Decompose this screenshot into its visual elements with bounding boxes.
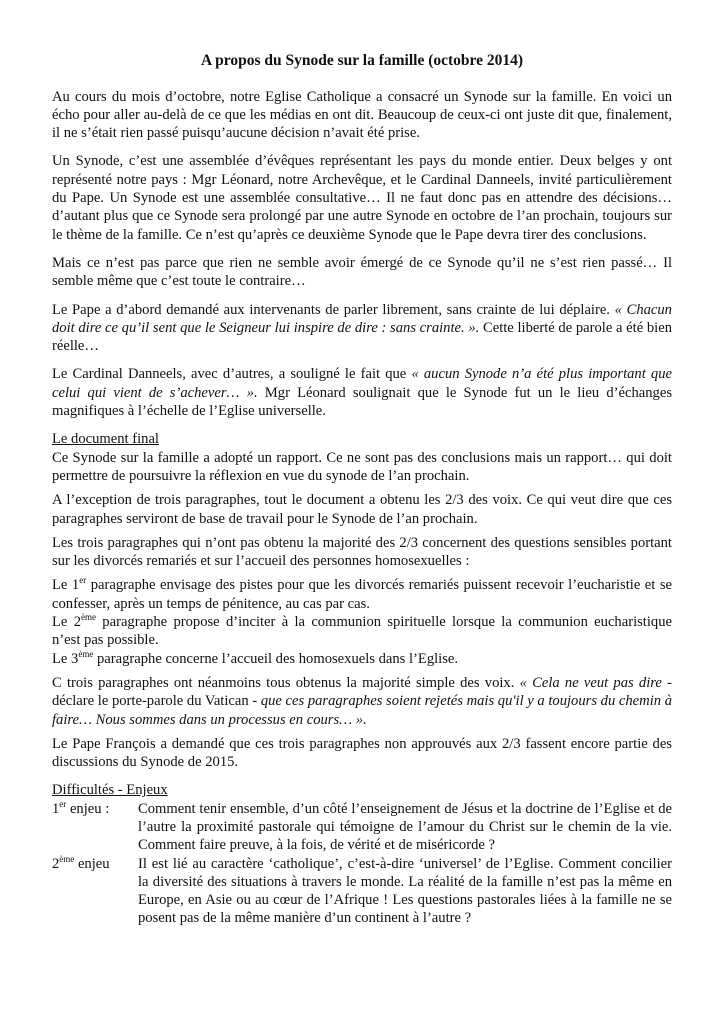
quote: que ces paragraphes soient rejetés mais qu'il y a toujours du chemin à faire… Nous sommes dans un processus en cours… ». — [52, 693, 672, 728]
paragraph-rapport: Ce Synode sur la famille a adopté un rapport. Ce ne sont pas des conclusions mais un rapport… qui doit permettre de poursuivre la réflexion en vue du synode de l’an prochain. — [52, 449, 672, 484]
paragraph-intro: Au cours du mois d’octobre, notre Eglise Catholique a consacré un Synode sur la famille. En voici un écho pour aller au-delà de ce que les médias en ont dit. Beaucoup de ceux-ci ont juste dit que, finalement, il ne s’était rien passé puisqu’aucune décision n’avait été prise. — [52, 88, 672, 142]
paragraph-pope-francois: Le Pape François a demandé que ces trois paragraphes non approuvés aux 2/3 fassent encore partie des discussions du Synode de 2015. — [52, 735, 672, 771]
ordinal-sup: ème — [78, 648, 94, 659]
quote: « aucun Synode n’a été plus important que celui qui vient de s’achever… ». — [52, 366, 673, 401]
text-span: 2 — [52, 855, 60, 872]
paragraph-not-nothing: Mais ce n’est pas parce que rien ne semble avoir émergé de ce Synode qu’il ne s’est rien passé… Il semble même que c’est toute le contraire… — [52, 254, 672, 290]
enjeu-item-2 — [52, 855, 672, 928]
paragraph-pope-freedom — [52, 301, 672, 356]
ordinal-sup: ème — [81, 612, 96, 623]
text-span: Le 2 — [52, 614, 81, 631]
enjeu-label — [52, 855, 138, 928]
text-span: enjeu : — [66, 800, 110, 817]
paragraph-danneels — [52, 365, 672, 420]
text-span: paragraphe envisage des pistes pour que les divorcés remariés puissent recevoir l’eucharistie et se confesser, après un temps de pénitence, au cas par cas. — [52, 577, 672, 612]
text-span: paragraphe propose d’inciter à la communion spirituelle lorsque la communion eucharistique n’est pas possible. — [52, 614, 672, 649]
paragraph-synode-definition: Un Synode, c’est une assemblée d’évêques représentant les pays du monde entier. Deux belges y ont représenté notre pays : Mgr Léonard, notre Archevêque, et le Cardinal Danneels, invité particulièrement du Pape. Un Synode est une assemblée consultative… Il ne faut donc pas en attendre des décisions… d’autant plus que ce Synode sera prolongé par une autre Synode en octobre de l’an prochain, toujours sur le thème de la famille. Ce n’est qu’après ce deuxième Synode que le Pape devra tirer des conclusions. — [52, 153, 672, 243]
paragraph-vatican-quote — [52, 674, 672, 729]
enjeu-text: Comment tenir ensemble, d’un côté l’enseignement de Jésus et la doctrine de l’Eglise et de l’autre la proximité pastorale qui témoigne de l’amour du Christ sur le chemin de la vie. Comment faire preuve, à la fois, de vérité et de miséricorde ? — [138, 800, 672, 854]
text-span: Mgr Léonard soulignait que le Synode fut un le lieu d’échanges magnifiques à l’échelle de l’Eglise universelle. — [52, 384, 672, 420]
text-span: enjeu — [74, 855, 110, 872]
document-page — [52, 52, 672, 928]
list-item-first-paragraph — [52, 576, 672, 613]
text-span: 1 — [52, 800, 60, 817]
text-span: C trois paragraphes ont néanmoins tous obtenus la majorité simple des voix. — [52, 674, 520, 691]
document-title: A propos du Synode sur la famille (octobre 2014) — [200, 52, 524, 69]
text-span: Le Cardinal Danneels, avec d’autres, a souligné le fait que — [52, 366, 412, 383]
section-heading-difficultes: Difficultés - Enjeux — [52, 782, 168, 799]
paragraph-three-paragraphs: Les trois paragraphes qui n’ont pas obtenu la majorité des 2/3 concernent des questions sensibles portant sur les divorcés remariés et sur l’accueil des personnes homosexuelles : — [52, 534, 672, 570]
text-span: Le Pape a d’abord demandé aux intervenants de parler librement, sans crainte de lui déplaire. — [52, 301, 615, 318]
paragraph-two-thirds: A l’exception de trois paragraphes, tout le document a obtenu les 2/3 des voix. Ce qui veut dire que ces paragraphes serviront de base de travail pour le Synode de l’an prochain. — [52, 492, 672, 527]
ordinal-sup: er — [79, 575, 87, 586]
text-span: Cette liberté de parole a été bien réelle… — [52, 319, 672, 355]
text-span: Le 3 — [52, 650, 79, 667]
quote: « Cela ne veut pas dire — [519, 674, 662, 691]
section-heading-document-final: Le document final — [52, 431, 159, 448]
list-item-second-paragraph — [52, 613, 672, 650]
ordinal-sup: ème — [59, 853, 75, 864]
enjeu-text: Il est lié au caractère ‘catholique’, c’est-à-dire ‘universel’ de l’Eglise. Comment concilier la diversité des situations à travers le monde. La réalité de la famille n’est pas la même en Europe, en Asie ou au cœur de l’Afrique ! Les questions pastorales liées à la famille ne se posent pas de la même manière d’un continent à l’autre ? — [138, 855, 672, 927]
ordinal-sup: er — [59, 798, 67, 809]
text-span: paragraphe concerne l’accueil des homosexuels dans l’Eglise. — [93, 650, 459, 667]
text-span: - déclare le porte-parole du Vatican - — [52, 674, 672, 710]
enjeu-label — [52, 800, 138, 855]
list-item-third-paragraph — [52, 650, 672, 668]
enjeu-item-1 — [52, 800, 672, 855]
quote: « Chacun doit dire ce qu’il sent que le Seigneur lui inspire de dire : sans crainte. ». — [52, 301, 672, 336]
text-span: Le 1 — [52, 577, 80, 594]
